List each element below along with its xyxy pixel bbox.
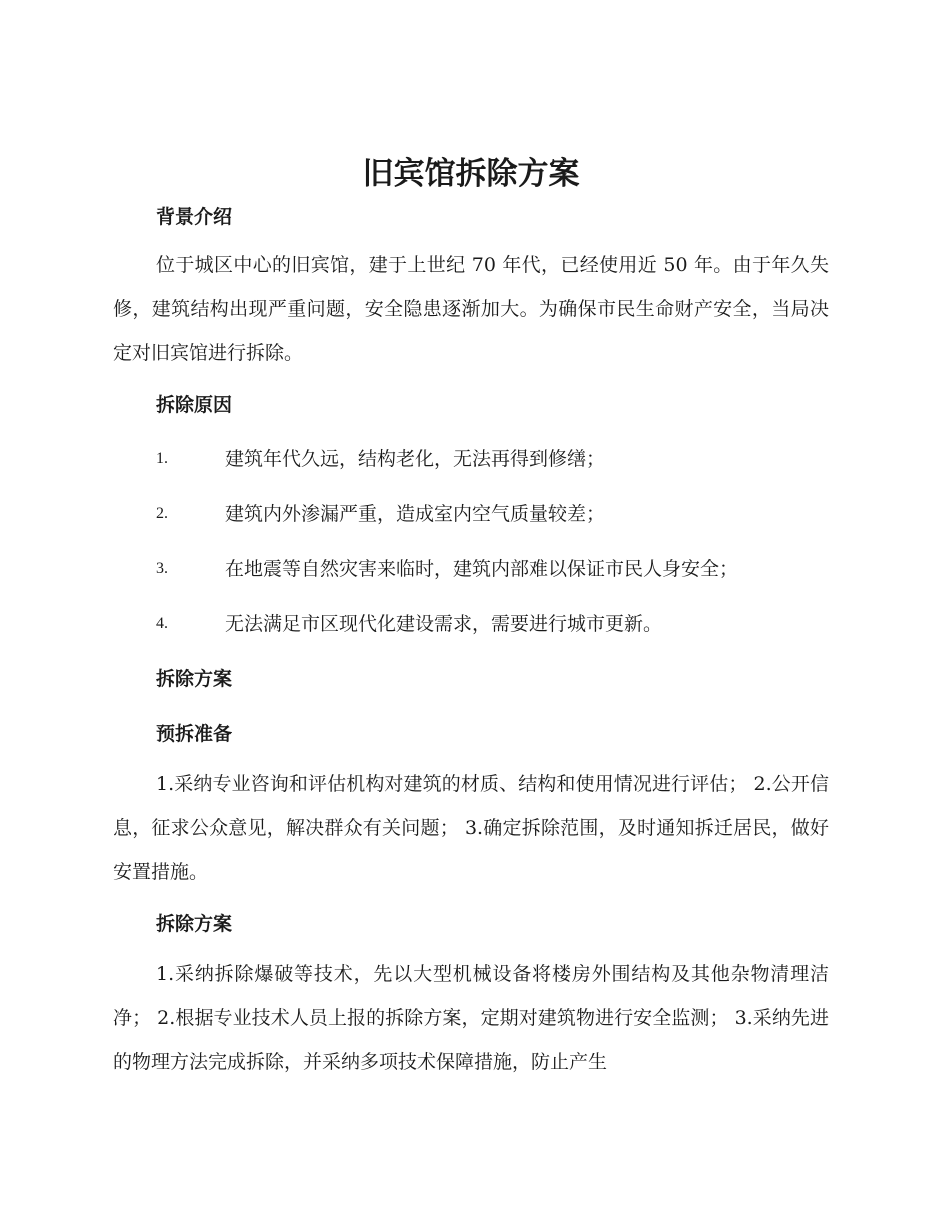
list-item-number: 2. [156, 505, 168, 522]
section-heading-background: 背景介绍 [156, 206, 233, 228]
list-item [113, 444, 829, 474]
subsection-heading-prep: 预拆准备 [156, 723, 233, 745]
list-item-text: 建筑内外渗漏严重，造成室内空气质量较差； [225, 503, 606, 525]
subsection-heading-scheme: 拆除方案 [156, 913, 233, 935]
section-heading-reasons: 拆除原因 [156, 394, 233, 416]
list-item [113, 499, 829, 529]
list-item-number: 3. [156, 560, 168, 577]
prep-paragraph: 1.采纳专业咨询和评估机构对建筑的材质、结构和使用情况进行评估； 2.公开信息，征求公众意见，解决群众有关问题； 3.确定拆除范围，及时通知拆迁居民，做好安置措施。 [113, 773, 829, 883]
document-title: 旧宾馆拆除方案 [362, 156, 580, 192]
scheme-paragraph: 1.采纳拆除爆破等技术，先以大型机械设备将楼房外围结构及其他杂物清理洁净； 2.根据专业技术人员上报的拆除方案，定期对建筑物进行安全监测； 3.采纳先进的物理方法完成拆除，并采纳多项技术保障措施，防止产生 [113, 963, 829, 1073]
list-item-text: 无法满足市区现代化建设需求，需要进行城市更新。 [225, 613, 663, 635]
list-item [113, 609, 829, 639]
reasons-list [113, 444, 829, 639]
list-item [113, 554, 829, 584]
document-page [113, 148, 829, 1084]
background-paragraph: 位于城区中心的旧宾馆，建于上世纪 70 年代，已经使用近 50 年。由于年久失修，建筑结构出现严重问题，安全隐患逐渐加大。为确保市民生命财产安全，当局决定对旧宾馆进行拆除。 [113, 254, 829, 364]
section-heading-plan: 拆除方案 [156, 668, 233, 690]
list-item-text: 在地震等自然灾害来临时，建筑内部难以保证市民人身安全； [225, 558, 739, 580]
list-item-number: 4. [156, 615, 168, 632]
list-item-number: 1. [156, 450, 168, 467]
list-item-text: 建筑年代久远，结构老化，无法再得到修缮； [225, 448, 606, 470]
